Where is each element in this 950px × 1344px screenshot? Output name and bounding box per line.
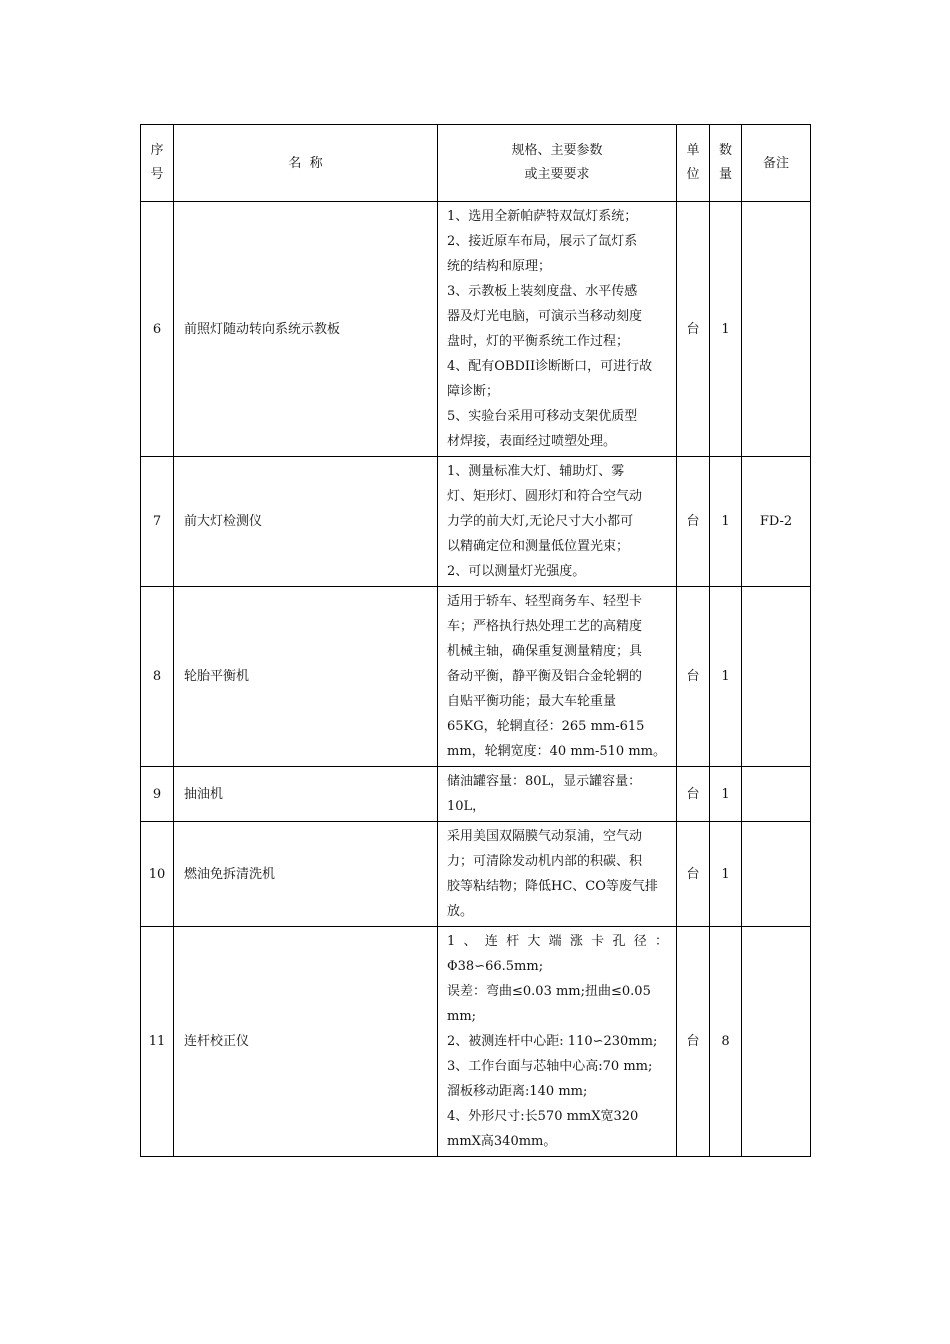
header-index: 序 号 <box>141 125 174 202</box>
row-index: 6 <box>141 202 174 457</box>
row-qty: 1 <box>710 587 742 767</box>
row-index: 9 <box>141 767 174 822</box>
row-name: 轮胎平衡机 <box>174 587 438 767</box>
row-unit: 台 <box>677 822 710 927</box>
row-qty: 1 <box>710 457 742 587</box>
row-remark <box>742 202 811 457</box>
row-spec: 1、选用全新帕萨特双氙灯系统； 2、接近原车布局，展示了氙灯系 统的结构和原理； 3、示教板上装刻度盘、水平传感 器及灯光电脑，可演示当移动刻度 盘时，灯的平衡系统工作过程； 4、配有OBDII诊断断口，可进行故 障诊断； 5、实验台采用可移动支架优质型 材焊接，表面经过喷塑处理。 <box>438 202 677 457</box>
row-qty: 1 <box>710 767 742 822</box>
row-qty: 1 <box>710 202 742 457</box>
row-qty: 8 <box>710 927 742 1157</box>
row-name: 抽油机 <box>174 767 438 822</box>
header-name: 名 称 <box>174 125 438 202</box>
row-name: 燃油免拆清洗机 <box>174 822 438 927</box>
table-row <box>141 767 811 822</box>
table-row <box>141 457 811 587</box>
row-index: 11 <box>141 927 174 1157</box>
row-index: 10 <box>141 822 174 927</box>
row-unit: 台 <box>677 457 710 587</box>
table-row <box>141 822 811 927</box>
header-spec: 规格、主要参数 或主要要求 <box>438 125 677 202</box>
equipment-spec-table <box>140 124 811 1157</box>
row-spec: 采用美国双隔膜气动泵浦，空气动 力；可清除发动机内部的积碳、积 胶等粘结物；降低HC、CO等废气排 放。 <box>438 822 677 927</box>
row-remark <box>742 927 811 1157</box>
row-unit: 台 <box>677 927 710 1157</box>
row-remark: FD-2 <box>742 457 811 587</box>
row-spec: 1、测量标准大灯、辅助灯、雾 灯、矩形灯、圆形灯和符合空气动 力学的前大灯,无论尺寸大小都可 以精确定位和测量低位置光束； 2、可以测量灯光强度。 <box>438 457 677 587</box>
row-remark <box>742 822 811 927</box>
row-name: 连杆校正仪 <box>174 927 438 1157</box>
row-unit: 台 <box>677 587 710 767</box>
row-spec: 适用于轿车、轻型商务车、轻型卡 车；严格执行热处理工艺的高精度 机械主轴，确保重复测量精度；具 备动平衡，静平衡及铝合金轮辋的 自贴平衡功能；最大车轮重量 65KG，轮辋直径：265 mm-615 mm，轮辋宽度：40 mm-510 mm。 <box>438 587 677 767</box>
table-row <box>141 587 811 767</box>
header-unit: 单 位 <box>677 125 710 202</box>
row-remark <box>742 767 811 822</box>
row-index: 8 <box>141 587 174 767</box>
row-spec: 储油罐容量：80L，显示罐容量： 10L， <box>438 767 677 822</box>
row-qty: 1 <box>710 822 742 927</box>
table-row <box>141 927 811 1157</box>
row-index: 7 <box>141 457 174 587</box>
table-row <box>141 202 811 457</box>
header-remark: 备注 <box>742 125 811 202</box>
row-unit: 台 <box>677 767 710 822</box>
row-name: 前照灯随动转向系统示教板 <box>174 202 438 457</box>
row-unit: 台 <box>677 202 710 457</box>
row-remark <box>742 587 811 767</box>
row-name: 前大灯检测仪 <box>174 457 438 587</box>
header-qty: 数 量 <box>710 125 742 202</box>
row-spec: 1、连杆大端涨卡孔径： Φ38∽66.5mm; 误差：弯曲≤0.03 mm;扭曲≤0.05 mm; 2、被测连杆中心距: 110∽230mm; 3、工作台面与芯轴中心高:70 mm; 溜板移动距离:140 mm; 4、外形尺寸:长570 mmX宽320 mmX高340mm。 <box>438 927 677 1157</box>
table-header-row <box>141 125 811 202</box>
